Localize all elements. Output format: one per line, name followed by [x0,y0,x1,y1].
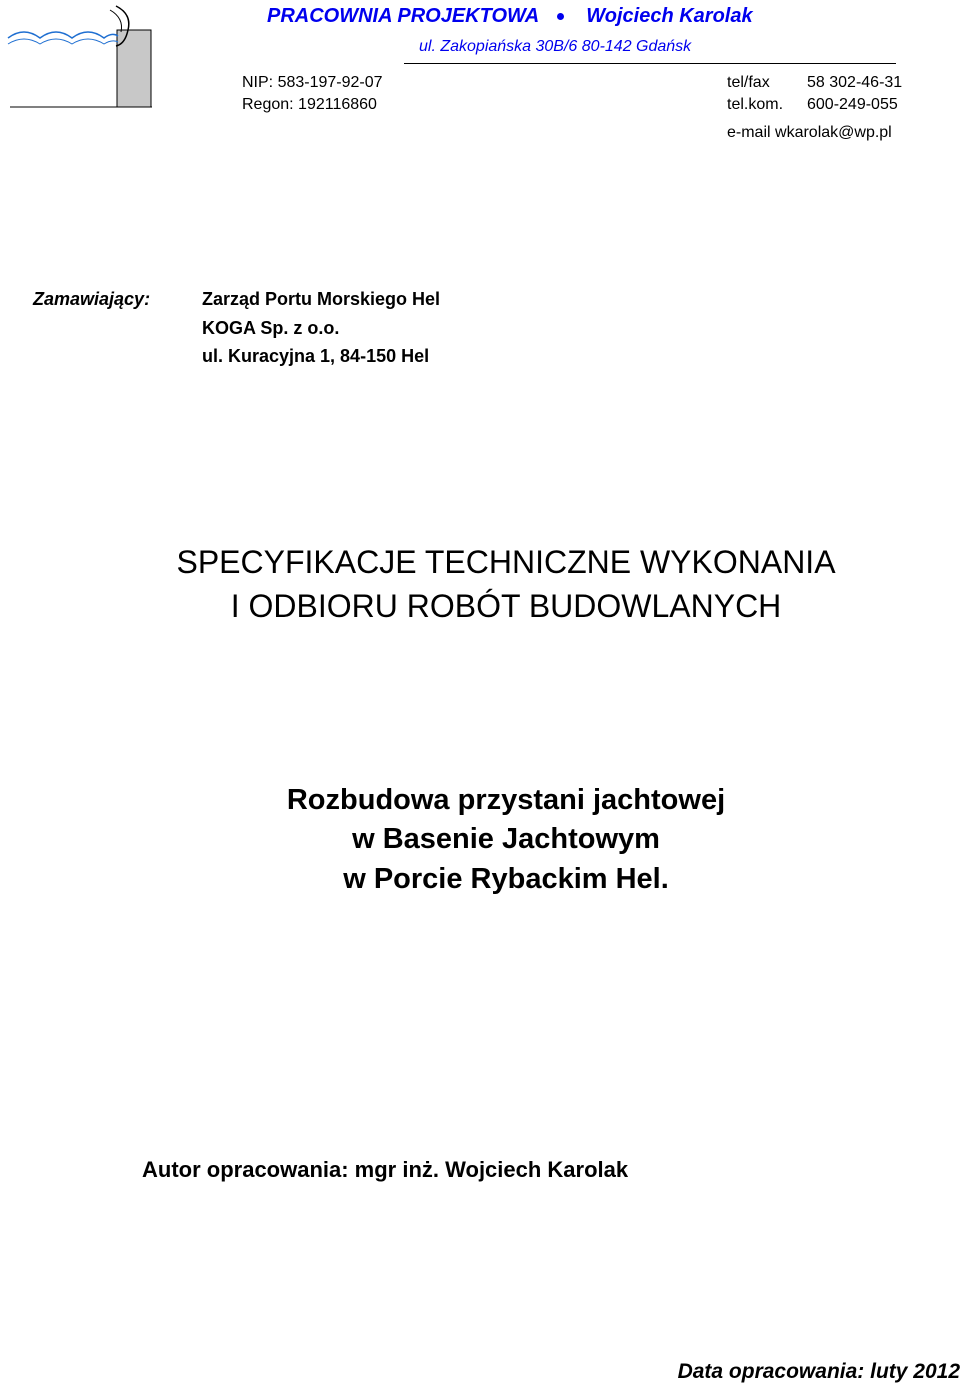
bullet-dot-icon [557,13,564,20]
nip-number: NIP: 583-197-92-07 [242,74,383,91]
project-subject-line3: w Porcie Rybackim Hel. [343,863,669,895]
client-address: ul. Kuracyjna 1, 84-150 Hel [202,346,430,366]
client-company: KOGA Sp. z o.o. [202,318,340,338]
document-title-line2: I ODBIORU ROBÓT BUDOWLANYCH [230,588,782,624]
document-title-line1: SPECYFIKACJE TECHNICZNE WYKONANIA [176,544,836,580]
telfax-label: tel/fax [727,74,770,91]
project-subject-line1: Rozbudowa przystani jachtowej [286,784,726,816]
regon-number: Regon: 192116860 [242,96,377,113]
telkom-label: tel.kom. [727,96,784,113]
date-line: Data opracowania: luty 2012 [677,1360,960,1383]
firm-address: ul. Zakopiańska 30B/6 80-142 Gdańsk [419,38,692,55]
telkom-value: 600-249-055 [807,96,898,113]
waves-pier-logo-icon [0,0,160,115]
address-rule [404,63,896,64]
client-name: Zarząd Portu Morskiego Hel [202,289,441,309]
firm-name-part2: Wojciech Karolak [586,5,753,27]
email-address: e-mail wkarolak@wp.pl [727,124,892,141]
author-line: Autor opracowania: mgr inż. Wojciech Karolak [142,1157,629,1182]
telfax-value: 58 302-46-31 [807,74,903,91]
firm-name-part1: PRACOWNIA PROJEKTOWA [267,5,540,27]
project-subject-line2: w Basenie Jachtowym [352,823,660,855]
client-label: Zamawiający: [33,289,151,309]
firm-name [267,5,753,28]
